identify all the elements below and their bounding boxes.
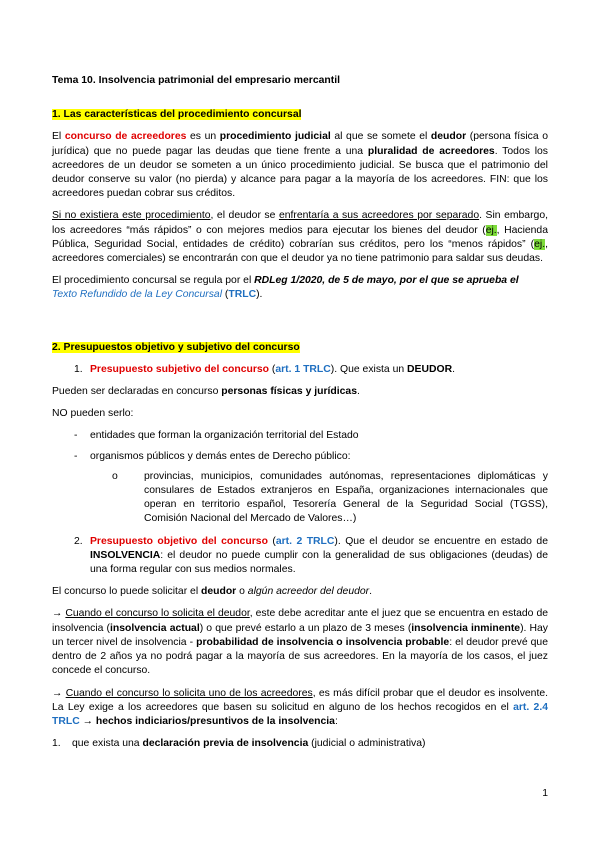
page-number: 1 bbox=[542, 788, 548, 799]
term-insolvencia-inminente: insolvencia inminente bbox=[411, 622, 521, 634]
term-concurso-acreedores: concurso de acreedores bbox=[64, 131, 187, 143]
dash-item-entidades bbox=[52, 429, 548, 443]
term-pluralidad-acreedores: pluralidad de acreedores bbox=[367, 145, 495, 157]
dash-item-organismos bbox=[52, 450, 548, 464]
term-deudor: deudor bbox=[430, 131, 467, 143]
section-1-heading-row bbox=[52, 108, 548, 122]
list-item-text bbox=[90, 535, 548, 578]
text-run: , este debe acreditar ante el juez que se encuentra en estado de insolvencia ( bbox=[52, 608, 549, 634]
underlined-text: Si no existiera este procedimiento bbox=[52, 210, 211, 222]
text-run: . Sin embargo, los acreedores “más rápidos” o con mejores medios para ejecutar los bienes del deudor ( bbox=[52, 210, 548, 236]
underlined-text: Cuando el concurso lo solicita el deudor bbox=[65, 608, 250, 620]
dash-bullet: - bbox=[74, 450, 78, 462]
text-run: al que se somete el bbox=[330, 131, 431, 143]
text-run: , acreedores comerciales) se encontrarán con que el deudor ya no tiene patrimonio para saldar sus deudas. bbox=[52, 238, 548, 265]
text-run: que exista una bbox=[72, 738, 143, 750]
section-1-heading: 1. Las características del procedimiento concursal bbox=[52, 109, 302, 121]
document-title: Tema 10. Insolvencia patrimonial del empresario mercantil bbox=[52, 75, 340, 86]
law-name: Texto Refundido de la Ley Concursal bbox=[52, 289, 223, 301]
paragraph-solicita-deudor bbox=[52, 607, 548, 678]
term-presupuesto-objetivo: Presupuesto objetivo del concurso bbox=[90, 535, 268, 547]
dash-bullet: - bbox=[74, 430, 78, 442]
arrow-icon: → bbox=[82, 715, 93, 727]
circle-bullet: o bbox=[112, 470, 118, 482]
text-run: ). Que exista un bbox=[330, 363, 408, 375]
text-run: o bbox=[236, 586, 248, 598]
term-hechos-indiciarios: hechos indiciarios/presuntivos de la insolvencia bbox=[95, 715, 335, 727]
paragraph-personas bbox=[52, 385, 548, 399]
text-run: ). Que el deudor se encuentre en estado de bbox=[334, 535, 548, 547]
article-reference: art. 1 TRLC bbox=[275, 363, 331, 375]
text-run: . bbox=[452, 363, 455, 375]
text-run: es un bbox=[186, 131, 220, 143]
term-deudor: DEUDOR bbox=[407, 363, 453, 375]
list-item-text bbox=[72, 737, 548, 751]
text-run: ) o que prevé estarlo a un plazo de 3 meses ( bbox=[199, 622, 412, 634]
list-item-declaracion-previa bbox=[52, 737, 548, 751]
term-insolvencia: INSOLVENCIA bbox=[90, 549, 161, 561]
text-run: . bbox=[356, 386, 360, 398]
text-run: , Hacienda Pública, Seguridad Social, entidades de crédito) cobrarían sus créditos, pero los “menos rápidos” ( bbox=[52, 224, 548, 250]
law-acronym: TRLC bbox=[228, 289, 257, 301]
list-item-presupuesto-subjetivo bbox=[52, 363, 548, 377]
underlined-text: Cuando el concurso lo solicita uno de los acreedores bbox=[65, 687, 313, 699]
list-number: 2. bbox=[74, 535, 83, 547]
term-insolvencia-actual: insolvencia actual bbox=[109, 622, 200, 634]
term-personas: personas físicas y jurídicas bbox=[221, 386, 357, 398]
article-reference: art. 2 TRLC bbox=[275, 535, 335, 547]
list-item-text: entidades que forman la organización territorial del Estado bbox=[90, 430, 359, 442]
highlight-ej: ej. bbox=[534, 238, 546, 250]
paragraph-sin-procedimiento bbox=[52, 209, 548, 266]
text-run: ). Hay un tercer nivel de insolvencia - bbox=[52, 622, 548, 648]
list-number: 1. bbox=[74, 363, 83, 375]
section-2-heading-row bbox=[52, 341, 548, 355]
term-insolvencia-probable: probabilidad de insolvencia o insolvencia probable bbox=[196, 636, 450, 648]
list-item-text: provincias, municipios, comunidades autónomas, representaciones diplomáticas y consulares de Estados extranjeros en España, organizaciones internacionales que operan en territorio español, Tesorería General de la Seguridad Social (TGSS), Comisión Nacional del Mercado de Valores…) bbox=[144, 470, 548, 525]
list-item-text bbox=[90, 363, 548, 377]
highlight-ej: ej. bbox=[485, 224, 497, 236]
text-run: ). bbox=[256, 289, 263, 301]
section-2-heading: 2. Presupuestos objetivo y subjetivo del concurso bbox=[52, 341, 300, 353]
term-declaracion-previa: declaración previa de insolvencia bbox=[142, 738, 309, 750]
list-item-presupuesto-objetivo bbox=[52, 535, 548, 578]
text-run: El procedimiento concursal se regula por el bbox=[52, 275, 255, 287]
term-acreedor: algún acreedor del deudor bbox=[247, 586, 370, 598]
paragraph-concurso-definicion bbox=[52, 130, 548, 201]
text-run: , el deudor se bbox=[210, 210, 279, 222]
text-run: (persona física o jurídica) que no puede pagar las deudas que tiene frente a una bbox=[52, 131, 548, 157]
term-deudor: deudor bbox=[201, 586, 237, 598]
paragraph-no-pueden: NO pueden serlo: bbox=[52, 408, 134, 420]
arrow-icon: → bbox=[52, 687, 63, 699]
text-run: , es más difícil probar que el deudor es insolvente. La Ley exige a los acreedores que basen su solicitud en alguno de los hechos recogidos en el bbox=[52, 687, 549, 713]
text-run: . Todos los acreedores de un deudor se someten a un único procedimiento judicial. Se busca que el patrimonio del deudor conserve su valor (no pierda) y alcance para pagar a la mayoría de los acreedores. FIN: que los acreedores puedan cobrar sus créditos. bbox=[52, 145, 548, 200]
text-run: El concurso lo puede solicitar el bbox=[52, 586, 202, 598]
text-run: ( bbox=[269, 363, 276, 375]
arrow-icon: → bbox=[52, 608, 63, 620]
paragraph-solicitar bbox=[52, 585, 548, 599]
sub-item-provincias bbox=[52, 470, 548, 527]
text-run: ( bbox=[222, 289, 229, 301]
list-number: 1. bbox=[52, 738, 61, 750]
text-run: El bbox=[52, 131, 65, 143]
text-run: ( bbox=[267, 535, 276, 547]
underlined-text: enfrentaría a sus acreedores por separado bbox=[278, 210, 480, 222]
article-reference: art. 2.4 TRLC bbox=[52, 701, 548, 727]
law-reference: RDLeg 1/2020, de 5 de mayo, por el que se aprueba el bbox=[254, 275, 519, 287]
term-presupuesto-subjetivo: Presupuesto subjetivo del concurso bbox=[90, 363, 269, 375]
paragraph-solicita-acreedor bbox=[52, 687, 548, 730]
text-run: : el deudor prevé que dentro de 2 años ya no podrá pagar a la mayoría de sus acreedores. En la mayoría de los casos, el juez concede el concurso. bbox=[52, 636, 548, 677]
term-procedimiento-judicial: procedimiento judicial bbox=[219, 131, 331, 143]
list-item-text: organismos públicos y demás entes de Derecho público: bbox=[90, 450, 351, 462]
paragraph-regulacion bbox=[52, 274, 548, 302]
text-run: . bbox=[369, 586, 373, 598]
text-run: (judicial o administrativa) bbox=[308, 738, 426, 750]
text-run: : el deudor no puede cumplir con la generalidad de sus obligaciones (deudas) de una forma regular con sus medios normales. bbox=[90, 549, 548, 576]
text-run: : bbox=[334, 715, 338, 727]
text-run: Pueden ser declaradas en concurso bbox=[52, 386, 222, 398]
